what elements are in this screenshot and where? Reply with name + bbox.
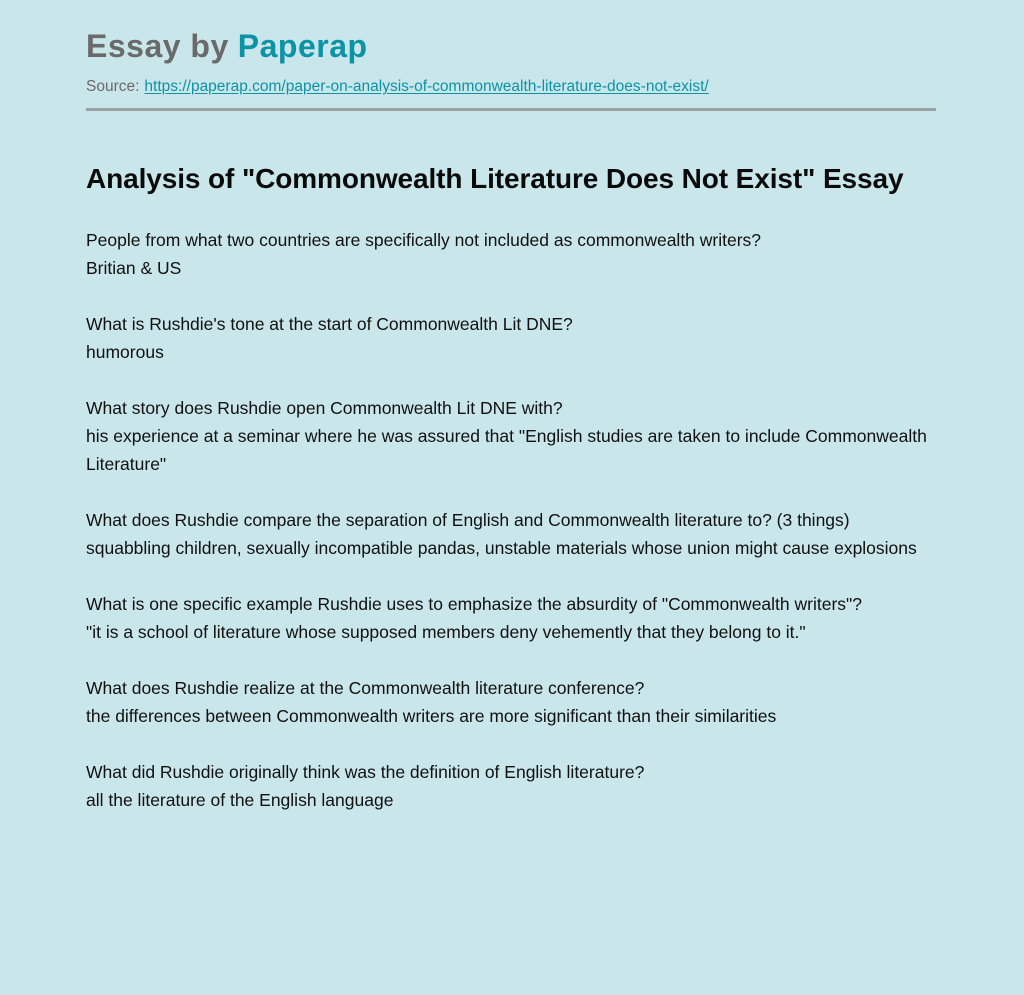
qa-question: What is one specific example Rushdie uses to emphasize the absurdity of "Commonwealth writers"? (86, 594, 862, 614)
qa-answer: "it is a school of literature whose supposed members deny vehemently that they belong to it." (86, 622, 806, 642)
qa-question: What did Rushdie originally think was the definition of English literature? (86, 762, 645, 782)
qa-answer: squabbling children, sexually incompatible pandas, unstable materials whose union might cause explosions (86, 538, 917, 558)
qa-block (86, 226, 938, 282)
qa-answer: all the literature of the English language (86, 790, 394, 810)
qa-question: What is Rushdie's tone at the start of Commonwealth Lit DNE? (86, 314, 573, 334)
article (86, 162, 938, 814)
qa-block (86, 758, 938, 814)
brand-prefix: Essay by (86, 28, 229, 64)
qa-block (86, 506, 938, 562)
source-url-link[interactable]: https://paperap.com/paper-on-analysis-of-commonwealth-literature-does-not-exist/ (144, 78, 709, 95)
qa-block (86, 674, 938, 730)
qa-question: What story does Rushdie open Commonwealth Lit DNE with? (86, 398, 563, 418)
site-brand[interactable] (86, 27, 938, 65)
page-title: Analysis of "Commonwealth Literature Does Not Exist" Essay (86, 163, 904, 194)
source-row (86, 77, 938, 97)
qa-block (86, 394, 938, 478)
qa-answer: Britian & US (86, 258, 182, 278)
qa-question: What does Rushdie compare the separation of English and Commonwealth literature to? (3 things) (86, 510, 850, 530)
qa-question: What does Rushdie realize at the Commonwealth literature conference? (86, 678, 645, 698)
brand-name: Paperap (237, 28, 368, 64)
qa-answer: his experience at a seminar where he was assured that "English studies are taken to include Commonwealth Literature" (86, 426, 927, 474)
qa-block (86, 310, 938, 366)
qa-answer: the differences between Commonwealth writers are more significant than their similarities (86, 706, 777, 726)
site-header (86, 0, 938, 111)
qa-question: People from what two countries are specifically not included as commonwealth writers? (86, 230, 762, 250)
source-label: Source: (86, 78, 140, 95)
qa-answer: humorous (86, 342, 164, 362)
article-body (86, 226, 938, 814)
header-divider (86, 108, 936, 111)
qa-block (86, 590, 938, 646)
